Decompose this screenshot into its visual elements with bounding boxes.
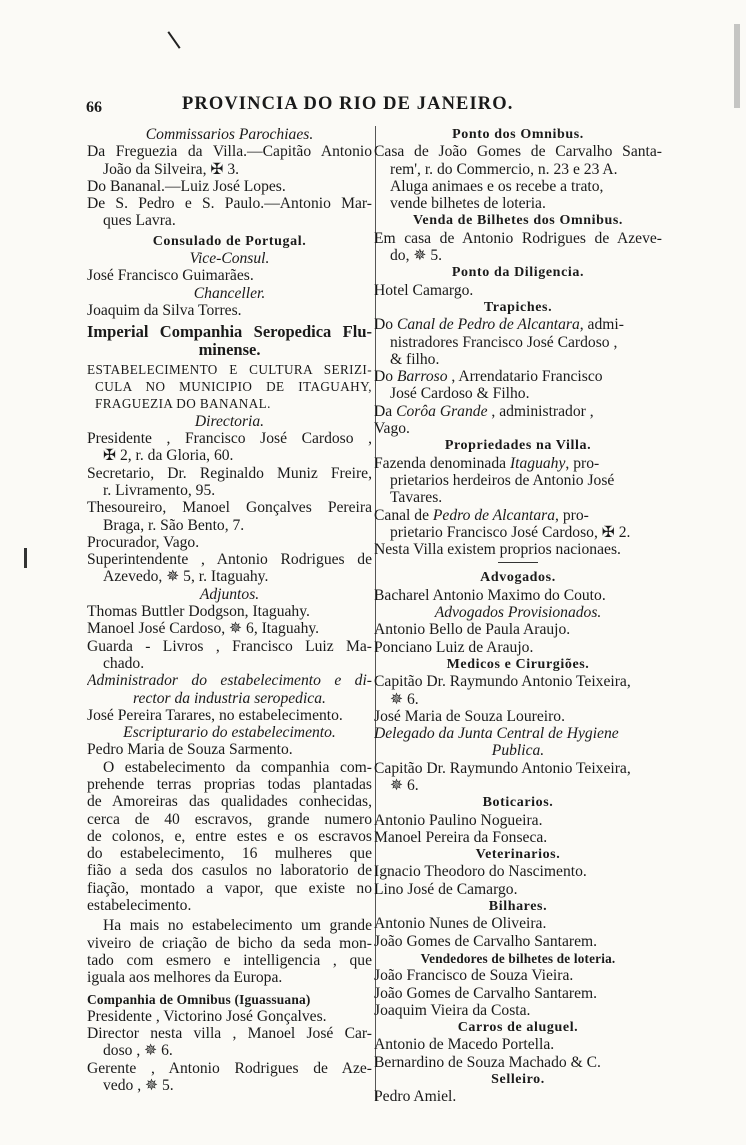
text-line: José Pereira Tarares, no estabelecimento. <box>87 706 343 724</box>
text-line: Em casa de Antonio Rodrigues de Azeve- <box>374 229 662 247</box>
text-line: Do Barroso , Arrendatario Francisco <box>374 368 603 386</box>
text-line: Presidente , Victorino José Gonçalves. <box>87 1007 327 1025</box>
text-line: Canal de Pedro de Alcantara, pro- <box>374 506 589 524</box>
text-line: CULA NO MUNICIPIO DE ITAGUAHY, <box>95 379 372 395</box>
paragraph-line: viveiro de criação de bicho da seda mon- <box>87 934 372 952</box>
text-line: Vago. <box>374 420 410 438</box>
text-line: Aluga animaes e os recebe a trato, <box>390 177 604 195</box>
text-line: José Maria de Souza Loureiro. <box>374 707 565 725</box>
text-line: prietario Francisco José Cardoso, ✠ 2. <box>390 523 631 541</box>
text-line: & filho. <box>390 350 440 368</box>
section-heading: Commissarios Parochiaes. <box>145 126 314 143</box>
text-line: Pedro Amiel. <box>374 1088 457 1106</box>
text-line: Procurador, Vago. <box>87 533 200 551</box>
section-subheading: Chanceller. <box>193 284 266 302</box>
page-header <box>86 94 558 120</box>
text-line: ✵ 6. <box>390 776 419 794</box>
right-column <box>374 126 662 1106</box>
section-heading: Medicos e Cirurgiões. <box>446 656 590 672</box>
section-heading: Ponto dos Omnibus. <box>452 127 584 142</box>
text-line: Fazenda denominada Itaguahy, pro- <box>374 454 600 472</box>
text-line: nistradores Francisco José Cardoso , <box>390 333 618 351</box>
text-line: Gerente , Antonio Rodrigues de Aze- <box>87 1059 372 1077</box>
paragraph-line: prehende terras proprias todas plantadas <box>87 775 372 793</box>
section-subheading: Escripturario do estabelecimento. <box>123 724 336 742</box>
section-subheading: Directoria. <box>194 412 265 430</box>
section-heading: Boticarios. <box>482 795 554 811</box>
text-line: Casa de João Gomes de Carvalho Santa- <box>374 143 662 161</box>
paragraph-line: do estabelecimento, 16 mulheres que <box>87 845 372 863</box>
section-heading: Trapiches. <box>483 299 553 315</box>
paragraph-line: iguala aos melhores da Europa. <box>87 969 283 987</box>
text-line: chado. <box>103 654 145 672</box>
text-line: Capitão Dr. Raymundo Antonio Teixeira, <box>374 673 631 691</box>
text-line: Do Bananal.—Luiz José Lopes. <box>87 177 286 195</box>
text-line: do, ✵ 5. <box>390 247 443 265</box>
ink-mark <box>167 31 180 49</box>
section-subheading: Administrador do estabelecimento e di- <box>87 672 372 690</box>
text-line: Azevedo, ✵ 5, r. Itaguahy. <box>103 568 269 586</box>
text-line: FRAGUEZIA DO BANANAL. <box>95 396 271 412</box>
text-line: Joaquim da Silva Torres. <box>87 301 242 319</box>
section-heading: Vendedores de bilhetes de loteria. <box>420 950 616 966</box>
text-line: Presidente , Francisco José Cardoso , <box>87 430 372 448</box>
text-line: ESTABELECIMENTO E CULTURA SERIZI- <box>87 361 372 377</box>
text-line: vende bilhetes de loteria. <box>390 195 546 213</box>
text-line: Joaquim Vieira da Costa. <box>374 1001 531 1019</box>
page-edge-smudge <box>734 24 740 108</box>
text-line: Da Corôa Grande , administrador , <box>374 402 594 420</box>
paragraph-line: fiação, montado a vapor, que existe no <box>87 879 372 897</box>
text-line: ques Lavra. <box>103 212 176 230</box>
paragraph-line: de Amoreiras das qualidades conhecidas, <box>87 793 372 811</box>
text-line: Thomas Buttler Dodgson, Itaguahy. <box>87 603 310 621</box>
text-line: Secretario, Dr. Reginaldo Muniz Freire, <box>87 464 372 482</box>
paragraph-line: estabelecimento. <box>87 897 192 915</box>
paragraph-line: O estabelecimento da companhia com- <box>103 758 372 776</box>
text-line: De S. Pedro e S. Paulo.—Antonio Mar- <box>87 195 372 213</box>
text-line: Braga, r. São Bento, 7. <box>103 516 245 534</box>
section-heading: Companhia de Omnibus (Iguassuana) <box>87 991 311 1007</box>
text-line: prietarios herdeiros de Antonio José <box>390 471 615 489</box>
running-title: PROVINCIA DO RIO DE JANEIRO. <box>182 94 514 114</box>
section-heading: Selleiro. <box>491 1072 545 1088</box>
text-line: Antonio de Macedo Portella. <box>374 1036 555 1054</box>
section-heading: Advogados. <box>480 570 556 586</box>
text-line: ✵ 6. <box>390 690 419 708</box>
text-line: Bernardino de Souza Machado & C. <box>374 1053 601 1071</box>
section-heading: Consulado de Portugal. <box>152 233 307 249</box>
paragraph-line: cerca de 40 escravos, grande numero <box>87 810 372 828</box>
text-line: José Cardoso & Filho. <box>390 385 530 403</box>
section-heading: minense. <box>198 340 261 358</box>
text-line: Tavares. <box>390 489 443 507</box>
text-line: Do Canal de Pedro de Alcantara, admi- <box>374 316 624 334</box>
paragraph-line: fião a seda dos casulos no laboratorio de <box>87 862 372 880</box>
section-heading: Imperial Companhia Seropedica Flu- <box>87 323 372 341</box>
text-line: José Francisco Guimarães. <box>87 267 254 285</box>
section-subheading: Advogados Provisionados. <box>434 604 602 622</box>
text-line: Nesta Villa existem proprios nacionaes. <box>374 541 621 559</box>
section-heading: Veterinarios. <box>475 847 561 863</box>
section-heading: Propriedades na Villa. <box>444 438 592 454</box>
text-line: João Gomes de Carvalho Santarem. <box>374 984 598 1002</box>
text-line: Antonio Paulino Nogueira. <box>374 811 543 829</box>
text-line: Manoel José Cardoso, ✵ 6, Itaguahy. <box>87 620 320 638</box>
text-line: Guarda - Livros , Francisco Luiz Ma- <box>87 637 372 655</box>
paragraph-line: de colonos, e, entre estes e os escravos <box>87 827 372 845</box>
text-line: Manoel Pereira da Fonseca. <box>374 828 548 846</box>
left-column <box>87 126 372 1094</box>
text-line: João Gomes de Carvalho Santarem. <box>374 932 598 950</box>
section-heading: Bilhares. <box>488 899 548 915</box>
text-line: rem', r. do Commercio, n. 23 e 23 A. <box>390 160 618 178</box>
section-heading: Venda de Bilhetes dos Omnibus. <box>412 213 624 229</box>
text-line: Hotel Camargo. <box>374 281 474 299</box>
text-line: vedo , ✵ 5. <box>103 1077 174 1095</box>
ink-mark <box>24 548 27 568</box>
text-line: Superintendente , Antonio Rodrigues de <box>87 551 372 569</box>
text-line: Director nesta villa , Manoel José Car- <box>87 1025 372 1043</box>
text-line: Ignacio Theodoro do Nascimento. <box>374 863 587 881</box>
text-line: Capitão Dr. Raymundo Antonio Teixeira, <box>374 759 631 777</box>
text-line: Antonio Nunes de Oliveira. <box>374 915 547 933</box>
text-line: Bacharel Antonio Maximo do Couto. <box>374 586 606 604</box>
section-heading: Ponto da Diligencia. <box>451 265 585 281</box>
section-subheading: Publica. <box>491 742 545 760</box>
paragraph-line: Ha mais no estabelecimento um grande <box>103 917 372 935</box>
text-line: ✠ 2, r. da Gloria, 60. <box>103 447 234 465</box>
text-line: Thesoureiro, Manoel Gonçalves Pereira <box>87 499 372 517</box>
text-line: Lino José de Camargo. <box>374 880 518 898</box>
section-subheading: Vice-Consul. <box>189 250 270 268</box>
section-heading: Carros de aluguel. <box>457 1020 579 1036</box>
section-subheading: Delegado da Junta Central de Hygiene <box>374 725 619 743</box>
section-subheading: rector da industria seropedica. <box>133 689 326 707</box>
text-line: Pedro Maria de Souza Sarmento. <box>87 741 293 759</box>
text-line: João Francisco de Souza Vieira. <box>374 967 574 985</box>
text-line: Antonio Bello de Paula Araujo. <box>374 621 571 639</box>
section-subheading: Adjuntos. <box>199 585 260 603</box>
text-line: Da Freguezia da Villa.—Capitão Antonio <box>87 143 372 161</box>
page-number: 66 <box>86 99 102 116</box>
text-line: João da Silveira, ✠ 3. <box>103 160 240 178</box>
text-line: Ponciano Luiz de Araujo. <box>374 638 534 656</box>
paragraph-line: tado com esmero e intelligencia , que <box>87 951 372 969</box>
text-line: r. Livramento, 95. <box>103 481 216 499</box>
section-separator <box>498 562 538 563</box>
text-line: doso , ✵ 6. <box>103 1042 173 1060</box>
